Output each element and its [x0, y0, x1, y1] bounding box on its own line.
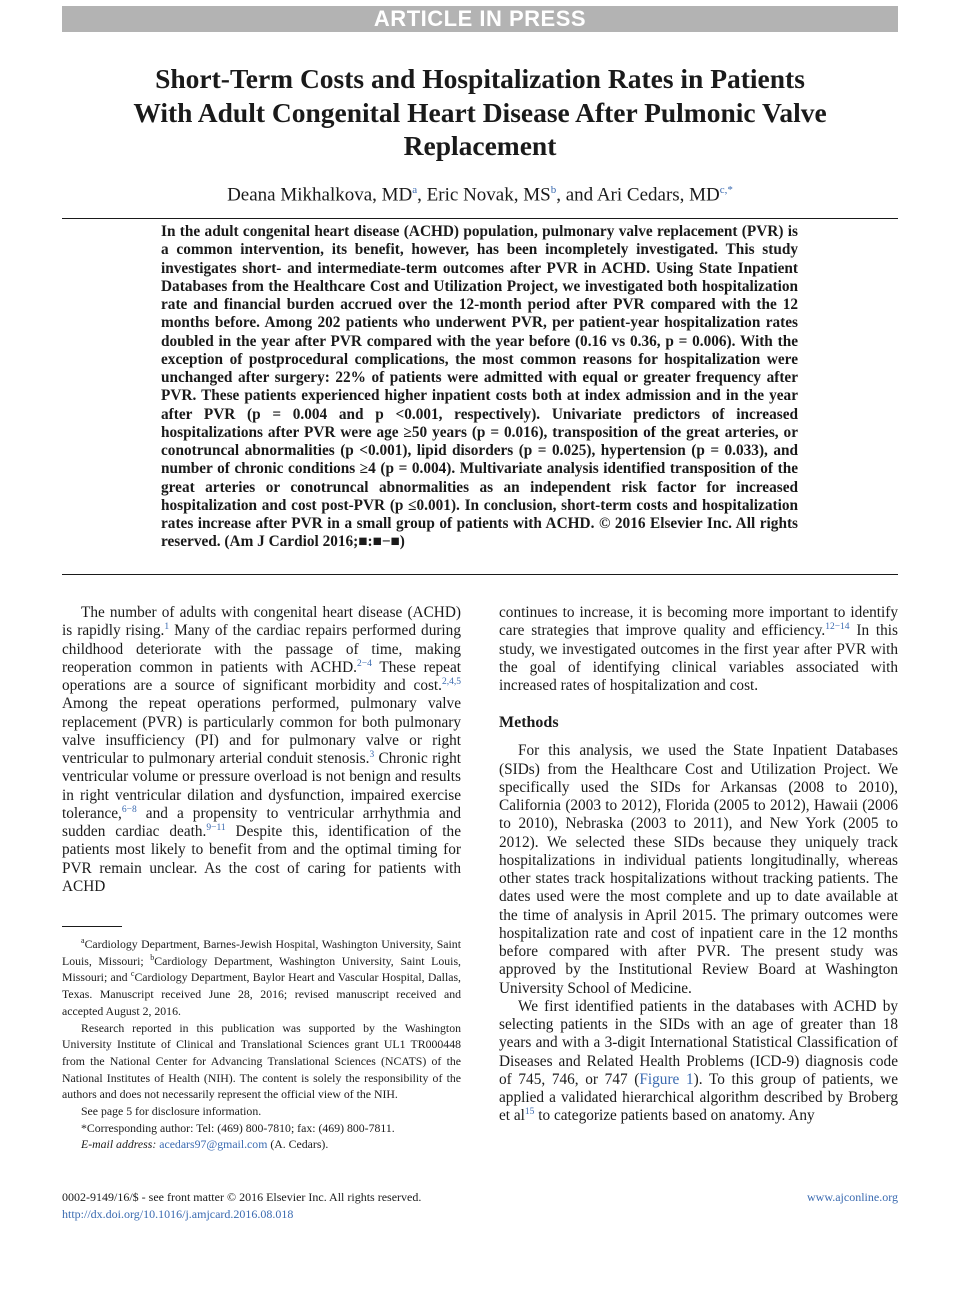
- body-paragraph: We first identified patients in the databases with ACHD by selecting patients in the SIDs with an age of greater than 18 years and with a 3-digit International Statistical Classification of Diseases and Related Health Problems (ICD-9) diagnosis code of 745, 746, or 747 (Figure 1). To this group of patients, we applied a validated hierarchical algorithm described by Broberg et $al^{15}$ to categorize patients based on anatomy. Any: [499, 997, 898, 1125]
- footnotes: [62, 936, 461, 1153]
- email-footnote: E-mail address: acedars97@gmail.com (A. Cedars).: [81, 1137, 329, 1152]
- affiliation-link[interactable]: c,*: [719, 184, 733, 196]
- footnote-rule: [62, 926, 122, 927]
- author-name: Ari Cedars, MD: [596, 184, 720, 206]
- body-paragraph: The number of adults with congenital heart disease (ACHD) is rapidly rising.$^1$ Many of the cardiac repairs performed during childhood deteriorate with the passage of time, making reoperation common in patients with ACHD.$^{2-4}$ These repeat operations are a source of significant morbidity and cost.$^{2,4,5}$ Among the repeat operations performed, pulmonary valve replacement (PVR) is particularly common for both pulmonary valve insufficiency (PI) and for pulmonary valve or right ventricular to pulmonary arterial conduit stenosis.$^3$ Chronic right ventricular volume or pressure overload is not benign and results in right ventricular dilation and dysfunction, impaired exercise tolerance,$^{6-8}$ and a propensity to ventricular arrhythmia and sudden cardiac death.$^{9-11}$ Despite this, identification of the patients most likely to benefit from and the optimal timing for PVR remain unclear. As the cost of caring for patients with ACHD: [62, 604, 461, 895]
- disclosure-footnote: See page 5 for disclosure information.: [81, 1104, 262, 1119]
- reference-link[interactable]: 15: [524, 1107, 535, 1118]
- article-in-press-banner: ARTICLE IN PRESS: [62, 6, 898, 32]
- reference-link[interactable]: 6−8: [121, 804, 137, 815]
- left-column: [62, 604, 461, 896]
- right-column: [499, 604, 898, 1126]
- reference-link[interactable]: 3: [369, 749, 375, 760]
- reference-link[interactable]: 9−11: [206, 822, 226, 833]
- section-heading: Methods: [499, 714, 559, 732]
- affiliation-link[interactable]: a: [412, 184, 418, 196]
- affiliations-footnote: $^a$Cardiology Department, Barnes-Jewish Hospital, Washington University, Saint Louis, Missouri; $^b$Cardiology Department, Washington University, Saint Louis, Missouri; and $^c$Cardiology Department, Baylor Heart and Vascular Hospital, Dallas, Texas. Manuscript received June 28, 2016; revised manuscript received and accepted August 2, 2016.: [62, 936, 462, 1018]
- title-line: With Adult Congenital Heart Disease After Pulmonic Valve: [133, 96, 827, 128]
- title-line: Short-Term Costs and Hospitalization Rates in Patients: [155, 63, 805, 94]
- funding-footnote: Research reported in this publication was supported by the Washington University Institute of Clinical and Translational Sciences grant UL1 TR000448 from the National Center for Advancing Translational Sciences (NCATS) of the National Institutes of Health (NIH). The content is solely the responsibility of the authors and does not necessarily represent the official view of the NIH.: [62, 1020, 461, 1102]
- author-list: Deana Mikhalkova, $MD^a$, Eric Novak, $MS^b$, and Ari Cedars, $MD^{c,*}$: [227, 184, 733, 206]
- footer-left: [62, 1189, 421, 1222]
- reference-link[interactable]: 2−4: [357, 658, 372, 669]
- figure-link[interactable]: Figure 1: [639, 1070, 694, 1088]
- doi-link[interactable]: http://dx.doi.org/10.1016/j.amjcard.2016.08.018: [62, 1206, 294, 1221]
- article-title: [62, 62, 898, 163]
- author-name: Deana Mikhalkova, MD: [227, 184, 413, 206]
- email-link[interactable]: acedars97@gmail.com: [159, 1137, 268, 1152]
- journal-website-link[interactable]: www.ajconline.org: [807, 1190, 898, 1204]
- affiliation-link[interactable]: b: [550, 184, 557, 196]
- author-name: Eric Novak, MS: [426, 184, 551, 206]
- reference-link[interactable]: 12−14: [825, 622, 850, 633]
- reference-link[interactable]: 1: [164, 622, 170, 633]
- issn-line: 0002-9149/16/$ - see front matter © 2016 Elsevier Inc. All rights reserved.: [62, 1190, 422, 1204]
- corresponding-author-footnote: *Corresponding author: Tel: (469) 800-7810; fax: (469) 800-7811.: [81, 1120, 395, 1135]
- abstract-bottom-rule: [62, 574, 898, 575]
- abstract-top-rule: [62, 218, 898, 219]
- abstract: In the adult congenital heart disease (ACHD) population, pulmonary valve replacement (PVR) is a common intervention, its benefit, however, has been incompletely investigated. This study investigates short- and intermediate-term outcomes after PVR in ACHD. Using State Inpatient Databases from the Healthcare Cost and Utilization Project, we investigated both hospitalization rate and financial burden accrued over the 12-month period after PVR compared with the 12 months before. Among 202 patients who underwent PVR, per patient-year hospitalization rates doubled in the year after PVR compared with the year before (0.16 vs 0.36, p = 0.006). With the exception of postprocedural complications, the most common reasons for hospitalization were unchanged after surgery: 22% of patients were admitted with equal or greater frequency after PVR. These patients experienced higher inpatient costs both at index admission and in the year after PVR (p = 0.004 and p <0.001, respectively). Univariate predictors of increased hospitalizations after PVR were age ≥50 years (p = 0.016), transposition of the great arteries, or conotruncal abnormalities (p <0.001), lipid disorders (p = 0.025), hypertension (p = 0.033), and number of chronic conditions ≥4 (p = 0.004). Multivariate analysis identified transposition of the great arteries or conotruncal abnormalities as an independent risk factor for increased hospitalization and cost post-PVR (p ≤0.001). In conclusion, short-term costs and hospitalization rates increase after PVR in a small group of patients with ACHD. © 2016 Elsevier Inc. All rights reserved. (Am J Cardiol 2016;■:■−■): [161, 223, 798, 551]
- body-paragraph: For this analysis, we used the State Inpatient Databases (SIDs) from the Healthcare Cost and Utilization Project. We specifically used the SIDs for Arkansas (2008 to 2010), California (2003 to 2012), Florida (2005 to 2012), Hawaii (2006 to 2010), Nebraska (2003 to 2011), and New York (2005 to 2012). We selected these SIDs because they uniquely track hospitalizations in individual patients longitudinally, whereas other states track hospitalizations without tracking patients. The dates used were the most complete and up to date available at the time of analysis in April 2015. The primary outcomes were hospitalization rate and cost of inpatient care in the 12 months before compared with after PVR. The present study was approved by the Institutional Review Board at Washington University School of Medicine.: [499, 742, 898, 997]
- body-paragraph: continues to increase, it is becoming more important to identify care strategies that improve quality and efficiency.$^{12-14}$ In this study, we investigated outcomes in the first year after PVR with the goal of identifying clinical variables associated with increased rates of hospitalization and cost.: [499, 604, 898, 694]
- reference-link[interactable]: 2,4,5: [442, 676, 461, 687]
- title-line: Replacement: [403, 130, 557, 161]
